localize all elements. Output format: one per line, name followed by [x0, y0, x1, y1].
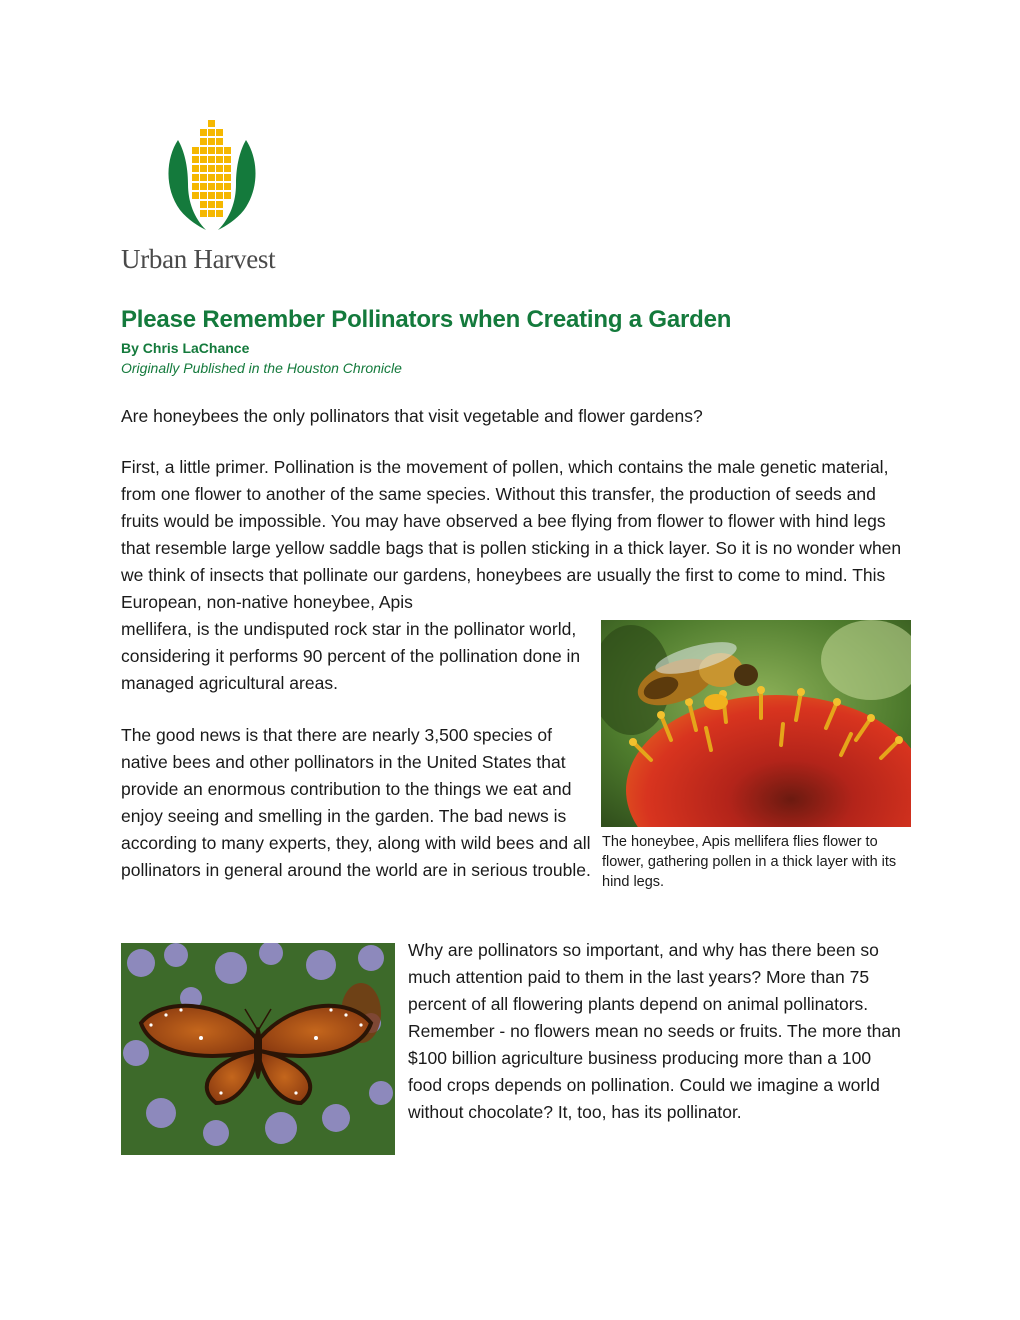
paragraph-intro: Are honeybees the only pollinators that visit vegetable and flower gardens? — [121, 406, 703, 426]
butterfly-photo — [121, 943, 395, 1155]
logo-wordmark: Urban Harvest — [121, 244, 276, 274]
paragraph-good-news: The good news is that there are nearly 3,500 species of native bees and other pollinators in the United States that provide an enormous contribution to the things we eat and enjoy seeing and smelling in the garden. The bad news is according to many experts, they, along with wild bees and all pollinators in general around the world are in serious trouble. — [121, 725, 591, 880]
article-title: Please Remember Pollinators when Creating a Garden — [121, 306, 732, 333]
honeybee-caption: The honeybee, Apis mellifera flies flower to flower, gathering pollen in a thick layer with its hind legs. — [602, 834, 897, 890]
paragraph-primer-continued: mellifera, is the undisputed rock star in the pollinator world, considering it performs 90 percent of the pollination done in managed agricultural areas. — [121, 619, 581, 693]
honeybee-photo — [601, 620, 911, 827]
paragraph-primer: First, a little primer. Pollination is the movement of pollen, which contains the male genetic material, from one flower to another of the same species. Without this transfer, the production of seeds and fruits would be impossible. You may have observed a bee flying from flower to flower with hind legs that resemble large yellow saddle bags that is pollen sticking in a thick layer. So it is no wonder when we think of insects that pollinate our gardens, honeybees are usually the first to come to mind. This European, non-native honeybee, Apis — [121, 457, 902, 612]
article-source: Originally Published in the Houston Chronicle — [121, 360, 402, 376]
article-byline: By Chris LaChance — [121, 340, 250, 356]
paragraph-why-important: Why are pollinators so important, and why has there been so much attention paid to them in the last years? More than 75 percent of all flowering plants depend on animal pollinators. Remember - no flowers mean no seeds or fruits. The more than $100 billion agriculture business producing more than a 100 food crops depends on pollination. Could we imagine a world without chocolate? It, too, has its pollinator. — [408, 940, 901, 1122]
